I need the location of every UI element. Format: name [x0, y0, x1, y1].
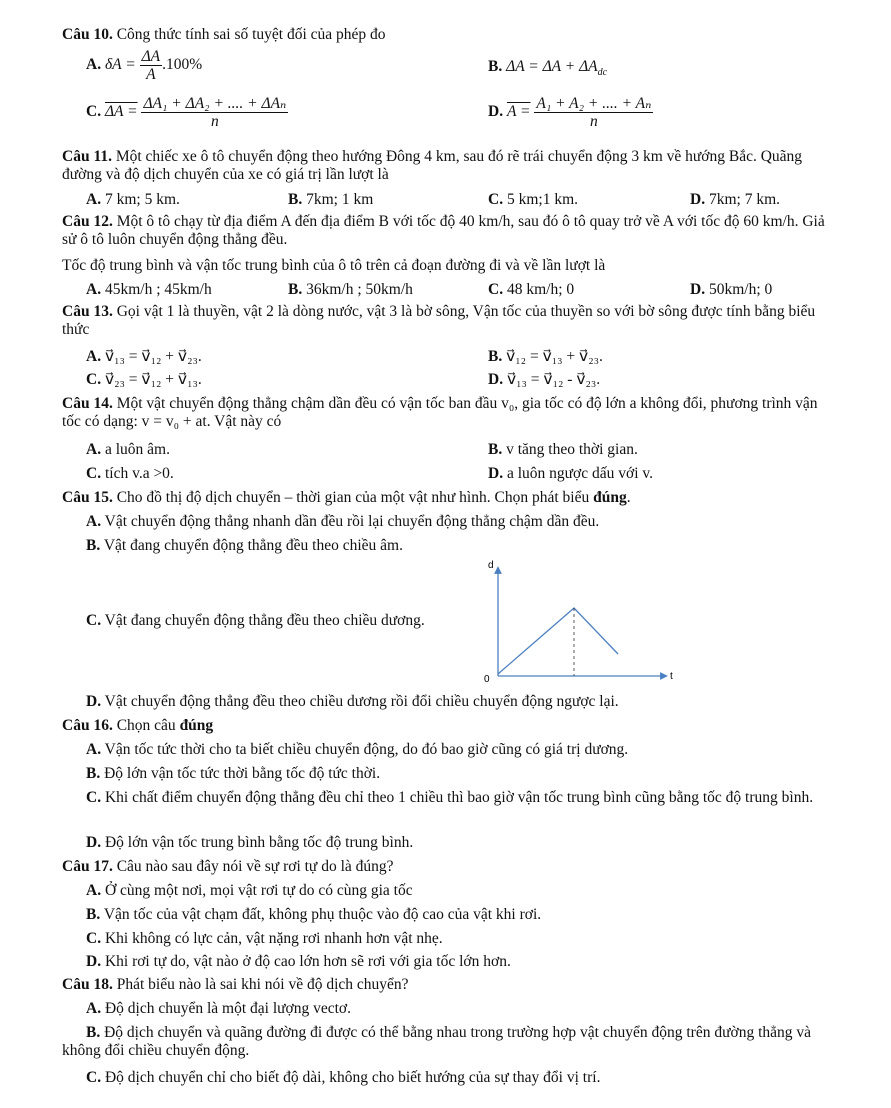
- option-label: C.: [86, 789, 102, 806]
- option-text: Độ dịch chuyển là một đại lượng vectơ.: [101, 1000, 351, 1017]
- q18-option-c: [86, 1069, 600, 1087]
- question-text: Một vật chuyển động thẳng chậm dần đều có vận tốc ban đầu v₀, gia tốc có độ lớn a không đổi, phương trình vận tốc có dạng: v = v₀ + at. Vật này có: [62, 395, 818, 430]
- emphasis: đúng: [179, 717, 214, 734]
- q16-option-c: [62, 789, 832, 807]
- option-text: Khi chất điểm chuyển động thẳng đều chỉ theo 1 chiều thì bao giờ vận tốc trung bình cũng bằng tốc độ trung bình.: [101, 789, 814, 806]
- fraction: [534, 95, 653, 130]
- q14-option-b: [488, 441, 638, 459]
- q11-option-b: [288, 191, 373, 209]
- option-label: D.: [488, 465, 504, 482]
- numerator: A₁ + A₂ + .... + Aₙ: [536, 95, 652, 112]
- option-label: C.: [86, 1069, 102, 1086]
- option-label: A.: [86, 441, 102, 458]
- q15-option-b: [86, 537, 403, 555]
- option-label: C.: [488, 281, 504, 298]
- q17-option-d: [86, 953, 511, 971]
- formula-lhs: A =: [506, 103, 531, 121]
- question-text: Cho đồ thị độ dịch chuyển – thời gian của một vật như hình. Chọn phát biểu: [112, 489, 594, 506]
- formula-lhs: ΔA =: [104, 103, 138, 121]
- q15-option-a: [86, 513, 599, 531]
- numerator: ΔA: [141, 48, 161, 65]
- option-label: C.: [86, 465, 102, 482]
- option-text: 7km; 7 km.: [705, 191, 780, 208]
- option-label: C.: [86, 930, 102, 947]
- option-label: B.: [288, 191, 303, 208]
- option-label: D.: [86, 834, 102, 851]
- option-text: 7 km; 5 km.: [101, 191, 180, 208]
- question-label: Câu 13.: [62, 303, 113, 320]
- option-text: v⃗₁₃ = v⃗₁₂ - v⃗₂₃.: [503, 371, 601, 388]
- q16-option-b: [86, 765, 380, 783]
- option-text: v tăng theo thời gian.: [502, 441, 638, 458]
- option-text: Độ dịch chuyển chỉ cho biết độ dài, không cho biết hướng của sự thay đổi vị trí.: [101, 1069, 601, 1086]
- graph-line: [498, 608, 618, 674]
- option-label: B.: [488, 58, 503, 75]
- question-text: Phát biểu nào là sai khi nói về độ dịch chuyển?: [112, 976, 409, 993]
- option-text: Vật đang chuyển động thẳng đều theo chiều dương.: [101, 612, 425, 629]
- fraction: [141, 95, 288, 130]
- q18-option-a: [86, 1000, 351, 1018]
- q10-option-c: [86, 95, 288, 130]
- option-label: B.: [488, 441, 503, 458]
- question-label: Câu 10.: [62, 26, 113, 43]
- option-label: C.: [86, 612, 102, 629]
- option-text: Vật đang chuyển động thẳng đều theo chiều âm.: [100, 537, 403, 554]
- question-label: Câu 17.: [62, 858, 113, 875]
- question-11: [62, 148, 832, 184]
- question-label: Câu 11.: [62, 148, 112, 165]
- option-label: A.: [86, 1000, 102, 1017]
- q17-option-a: [86, 882, 413, 900]
- q18-option-b: [62, 1024, 832, 1060]
- option-text: 7km; 1 km: [302, 191, 374, 208]
- option-text: v⃗₁₃ = v⃗₁₂ + v⃗₂₃.: [101, 348, 202, 365]
- option-label: D.: [488, 371, 504, 388]
- option-label: D.: [86, 953, 102, 970]
- option-text: 36km/h ; 50km/h: [302, 281, 413, 298]
- option-label: C.: [86, 103, 102, 121]
- option-text: Độ lớn vận tốc trung bình bằng tốc độ trung bình.: [101, 834, 414, 851]
- q10-option-a: [86, 48, 202, 83]
- q16-option-a: [86, 741, 628, 759]
- question-label: Câu 15.: [62, 489, 113, 506]
- option-text: a luôn ngược dấu với v.: [503, 465, 653, 482]
- question-text-end: .: [626, 489, 631, 506]
- option-label: B.: [86, 765, 101, 782]
- question-17: [62, 858, 832, 876]
- option-text: 50km/h; 0: [705, 281, 773, 298]
- q13-option-b: [488, 348, 603, 366]
- option-label: B.: [86, 1024, 101, 1041]
- q12-option-b: [288, 281, 413, 299]
- origin-label: 0: [484, 674, 490, 685]
- option-text: 48 km/h; 0: [503, 281, 575, 298]
- q11-option-d: [690, 191, 780, 209]
- option-label: D.: [690, 281, 706, 298]
- question-text: Câu nào sau đây nói về sự rơi tự do là đúng?: [112, 858, 394, 875]
- question-13: [62, 303, 832, 339]
- q11-option-a: [86, 191, 180, 209]
- y-axis-label: d: [488, 560, 494, 571]
- option-label: B.: [488, 348, 503, 365]
- question-15: [62, 489, 832, 507]
- question-label: Câu 18.: [62, 976, 113, 993]
- question-10: [62, 26, 832, 44]
- option-label: C.: [488, 191, 504, 208]
- option-text: 45km/h ; 45km/h: [101, 281, 212, 298]
- option-label: A.: [86, 281, 102, 298]
- q17-option-c: [86, 930, 443, 948]
- emphasis: đúng: [593, 489, 627, 506]
- option-text: v⃗₁₂ = v⃗₁₃ + v⃗₂₃.: [502, 348, 603, 365]
- q13-option-d: [488, 371, 600, 389]
- q11-option-c: [488, 191, 578, 209]
- question-text: Một chiếc xe ô tô chuyển động theo hướng Đông 4 km, sau đó rẽ trái chuyển động 3 km về hướng Bắc. Quãng đường và độ dịch chuyển của xe có giá trị lần lượt là: [62, 148, 803, 183]
- question-label: Câu 16.: [62, 717, 113, 734]
- question-label: Câu 14.: [62, 395, 113, 412]
- option-text: tích v.a >0.: [101, 465, 174, 482]
- option-label: B.: [86, 906, 101, 923]
- option-label: D.: [690, 191, 706, 208]
- option-label: B.: [288, 281, 303, 298]
- option-label: A.: [86, 513, 102, 530]
- question-16: [62, 717, 832, 735]
- option-label: A.: [86, 882, 102, 899]
- option-text: Độ lớn vận tốc tức thời bằng tốc độ tức thời.: [100, 765, 381, 782]
- denominator: n: [211, 113, 219, 130]
- option-label: D.: [86, 693, 102, 710]
- x-axis-label: t: [670, 671, 673, 682]
- option-label: C.: [86, 371, 102, 388]
- option-text: a luôn âm.: [101, 441, 170, 458]
- option-text: Khi không có lực cản, vật nặng rơi nhanh hơn vật nhẹ.: [101, 930, 443, 947]
- option-text: Khi rơi tự do, vật nào ở độ cao lớn hơn sẽ rơi với gia tốc lớn hơn.: [101, 953, 511, 970]
- question-12-text-2: Tốc độ trung bình và vận tốc trung bình của ô tô trên cả đoạn đường đi và về lần lượt là: [62, 257, 606, 274]
- q14-option-a: [86, 441, 170, 459]
- q15-option-d: [86, 693, 619, 711]
- denominator: n: [590, 113, 598, 130]
- numerator: ΔA₁ + ΔA₂ + .... + ΔAₙ: [143, 95, 287, 112]
- q12-option-a: [86, 281, 212, 299]
- q10-option-d: [488, 95, 653, 130]
- question-text: Chọn câu: [112, 717, 180, 734]
- option-text: Ở cùng một nơi, mọi vật rơi tự do có cùng gia tốc: [101, 882, 413, 899]
- question-18: [62, 976, 832, 994]
- formula: ΔA = ΔA + ΔA: [506, 58, 598, 75]
- option-label: B.: [86, 537, 101, 554]
- question-14: [62, 395, 832, 431]
- option-text: 5 km;1 km.: [503, 191, 578, 208]
- q12-option-c: [488, 281, 574, 299]
- option-text: Vận tốc của vật chạm đất, không phụ thuộc vào độ cao của vật khi rơi.: [100, 906, 542, 923]
- displacement-time-graph: [478, 558, 698, 688]
- option-text: v⃗₂₃ = v⃗₁₂ + v⃗₁₃.: [101, 371, 202, 388]
- option-label: A.: [86, 741, 102, 758]
- denominator: A: [146, 66, 156, 83]
- option-text: Độ dịch chuyển và quãng đường đi được có thể bằng nhau trong trường hợp vật chuyển động trên đường thẳng và không đổi chiều chuyển động.: [62, 1024, 812, 1059]
- question-text: Gọi vật 1 là thuyền, vật 2 là dòng nước, vật 3 là bờ sông, Vận tốc của thuyền so với bờ sông được tính bằng biểu thức: [62, 303, 816, 338]
- option-label: A.: [86, 191, 102, 208]
- q14-option-c: [86, 465, 174, 483]
- formula-tail: .100%: [162, 56, 203, 74]
- formula-lhs: δA =: [104, 56, 136, 74]
- option-text: Vật chuyển động thẳng nhanh dần đều rồi lại chuyển động thẳng chậm dần đều.: [101, 513, 600, 530]
- question-text: Một ô tô chạy từ địa điểm A đến địa điểm B với tốc độ 40 km/h, sau đó ô tô quay trở về A với tốc độ 60 km/h. Giả sử ô tô luôn chuyển động thẳng đều.: [62, 213, 825, 248]
- q15-option-c: [86, 612, 425, 630]
- question-label: Câu 12.: [62, 213, 113, 230]
- q17-option-b: [86, 906, 541, 924]
- q16-option-d: [86, 834, 413, 852]
- option-label: A.: [86, 348, 102, 365]
- q13-option-a: [86, 348, 202, 366]
- formula-subscript: dc: [597, 67, 608, 79]
- question-12: [62, 213, 832, 249]
- option-label: D.: [488, 103, 504, 121]
- option-text: Vận tốc tức thời cho ta biết chiều chuyển động, do đó bao giờ cũng có giá trị dương.: [101, 741, 629, 758]
- option-label: A.: [86, 56, 102, 74]
- fraction: [140, 48, 163, 83]
- q13-option-c: [86, 371, 202, 389]
- q12-option-d: [690, 281, 772, 299]
- question-text: Công thức tính sai số tuyệt đối của phép đo: [112, 26, 386, 43]
- q14-option-d: [488, 465, 653, 483]
- option-text: Vật chuyển động thẳng đều theo chiều dương rồi đổi chiều chuyển động ngược lại.: [101, 693, 619, 710]
- q10-option-b: [488, 58, 607, 82]
